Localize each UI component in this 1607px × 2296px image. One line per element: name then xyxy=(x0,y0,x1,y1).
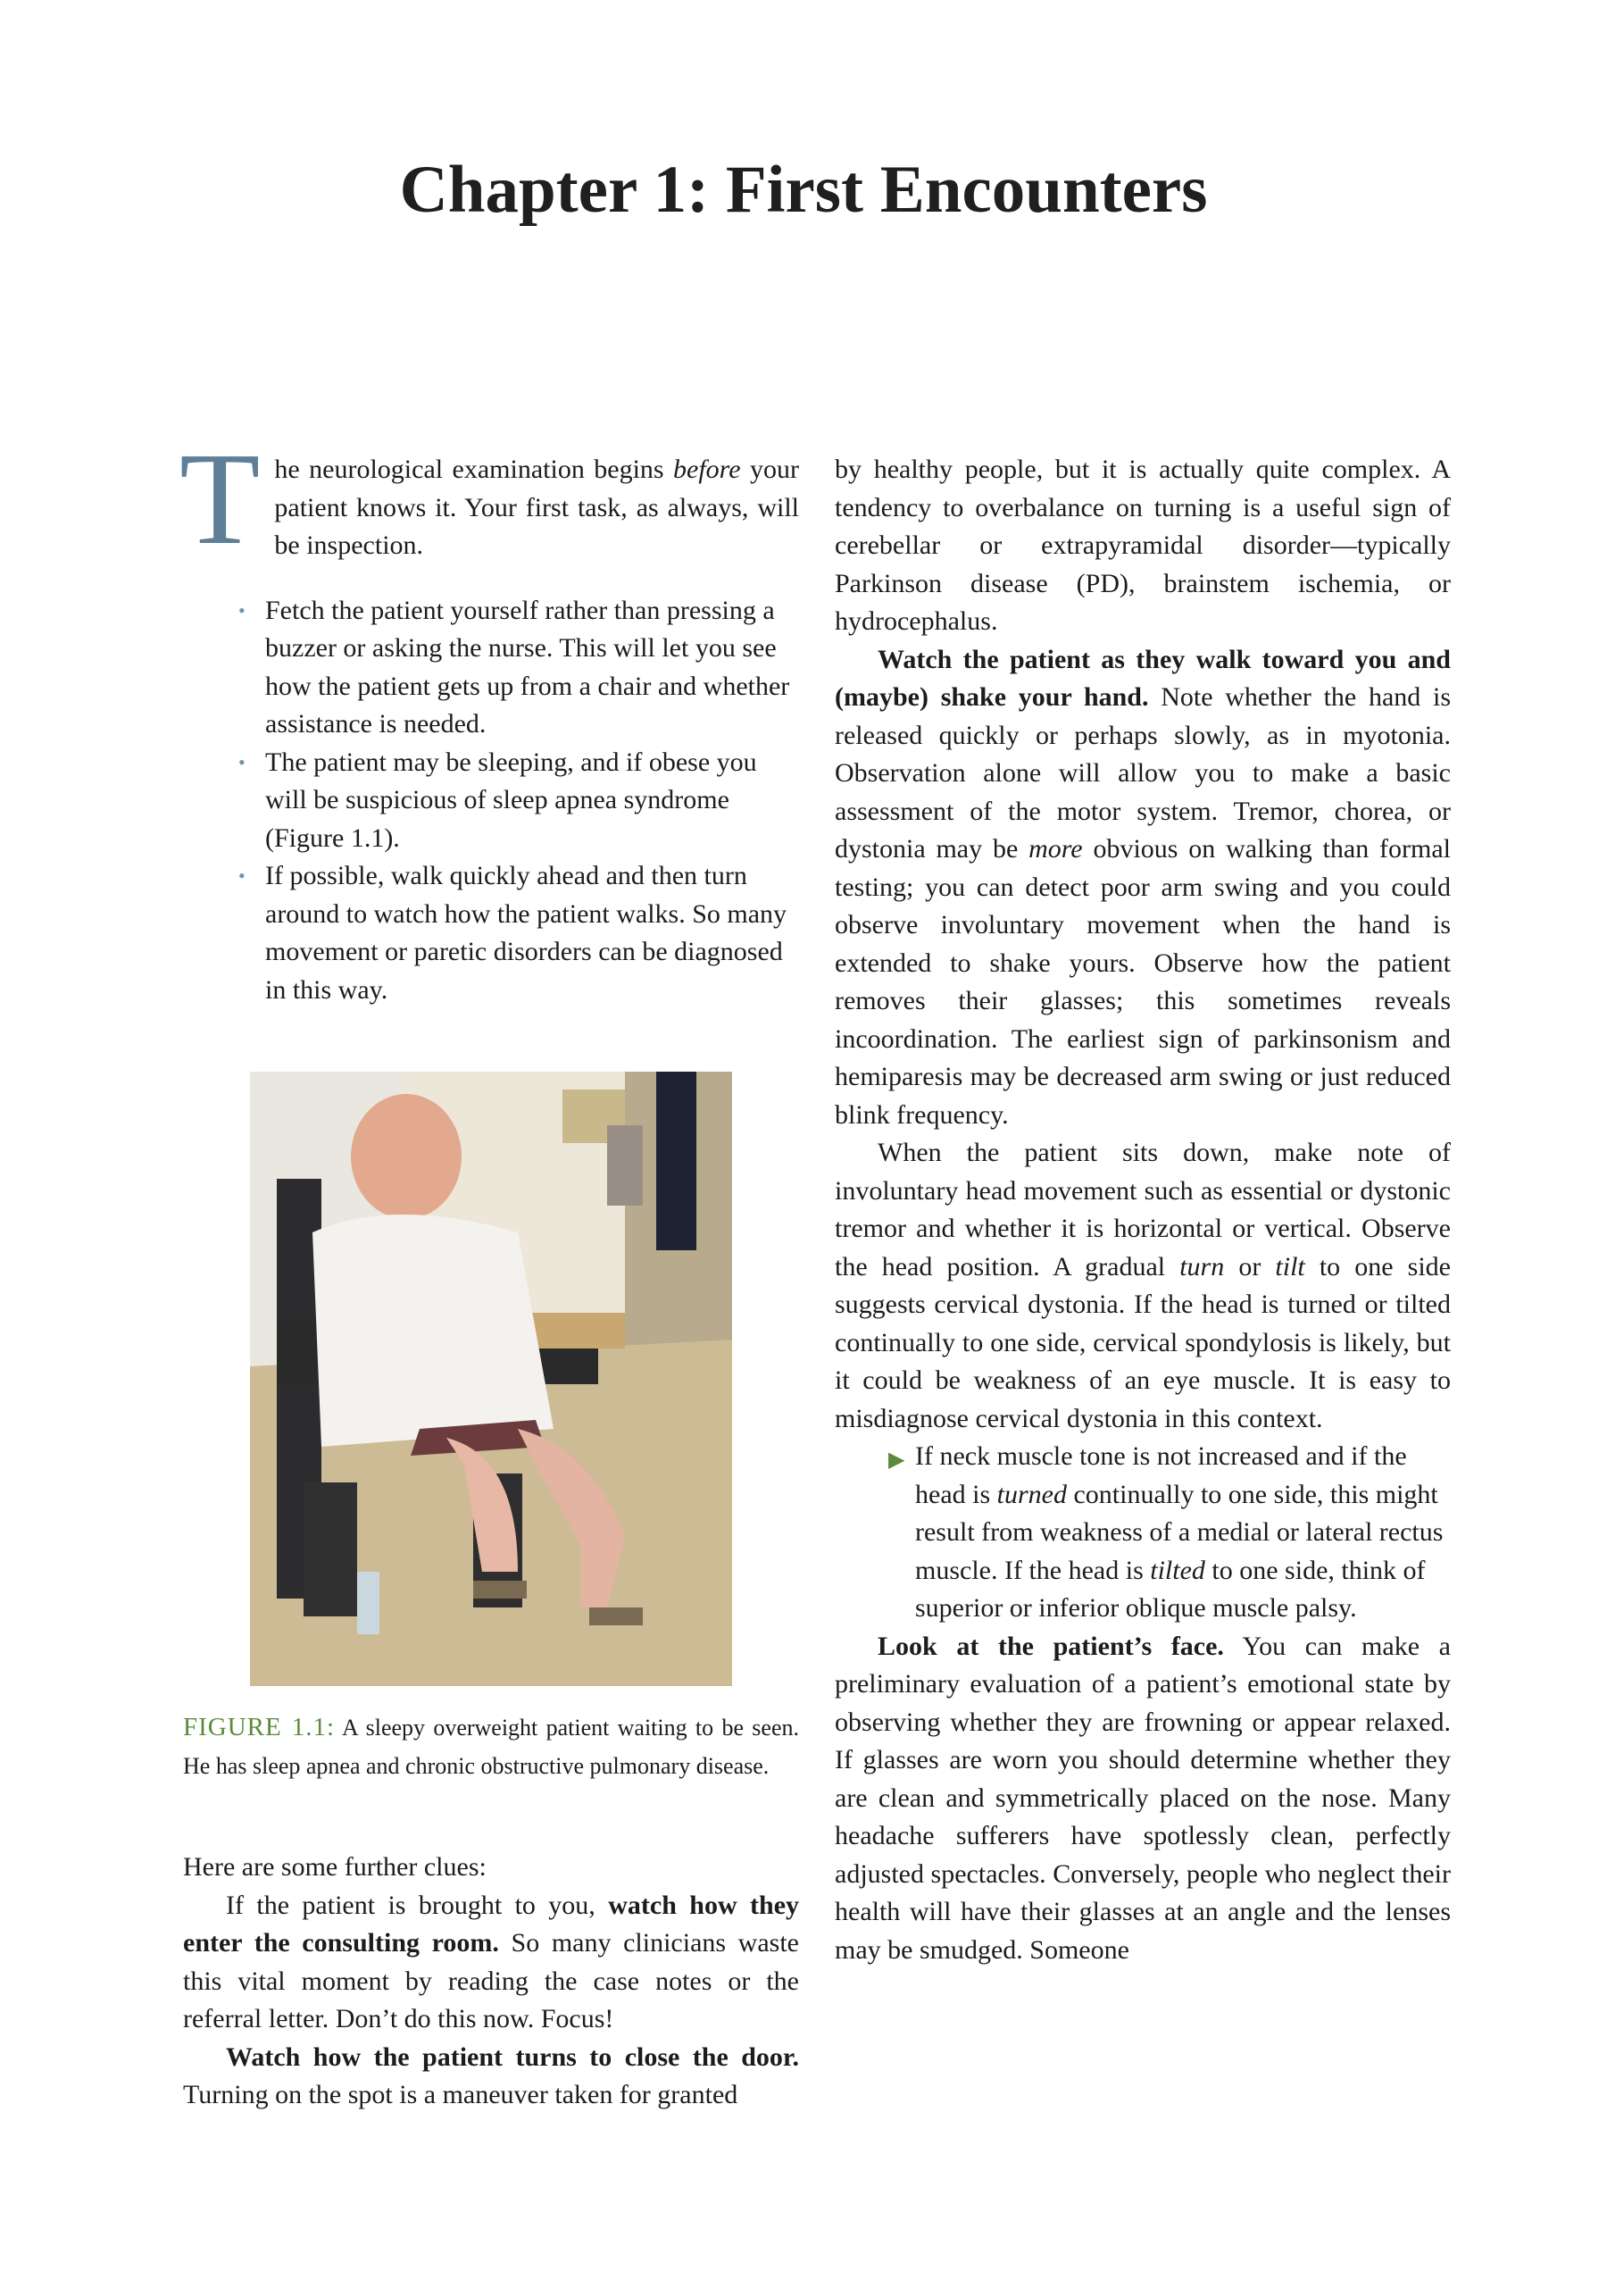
paragraph-bold: Watch the patient as they walk toward you and (maybe) shake your hand. xyxy=(835,644,1451,712)
paragraph-bold: watch how they enter the consulting room. xyxy=(183,1890,800,1958)
intro-text-2: your patient knows it. Your first task, as always, will be inspection. xyxy=(274,455,799,560)
figure-photo xyxy=(250,1072,732,1686)
paragraph xyxy=(835,1134,1451,1438)
bullet-icon: • xyxy=(238,750,246,773)
note-text: continually to one side, this might result from weakness of a medial or lateral rectus muscle. If the head is xyxy=(915,1479,1444,1585)
note-text: If neck muscle tone is not increased and if the head is xyxy=(915,1441,1407,1509)
paragraph-emphasis: more xyxy=(1028,834,1083,864)
drop-cap: T xyxy=(179,426,261,572)
list-item xyxy=(238,744,799,858)
paragraph-text: or xyxy=(1224,1251,1276,1282)
paragraph-bold: Watch how the patient turns to close the door. xyxy=(226,2041,799,2072)
note-emphasis: turned xyxy=(996,1479,1067,1509)
paragraph-text: If the patient is brought to you, xyxy=(226,1890,609,1920)
paragraph-text: So many clinicians waste this vital moment by reading the case notes or the referral letter. Don’t do this now. Focus! xyxy=(183,1928,799,2033)
left-column-bottom xyxy=(183,1849,799,2115)
paragraph xyxy=(835,1628,1451,1970)
paragraph xyxy=(183,1887,799,2039)
left-column-top xyxy=(179,426,799,1009)
sleeping-patient-illustration xyxy=(250,1072,732,1686)
figure-label: FIGURE 1.1: xyxy=(183,1713,336,1741)
paragraph-bold: Look at the patient’s face. xyxy=(878,1631,1224,1661)
figure-caption-text: A sleepy overweight patient waiting to be seen. He has sleep apnea and chronic obstructive pulmonary disease. xyxy=(183,1715,799,1779)
list-item-text: If possible, walk quickly ahead and then turn around to watch how the patient walks. So many movement or paretic disorders can be diagnosed in this way. xyxy=(265,861,787,1005)
paragraph-emphasis: tilt xyxy=(1275,1251,1305,1282)
figure-caption xyxy=(183,1708,799,1785)
note-emphasis: tilted xyxy=(1150,1555,1205,1585)
paragraph-text: Turning on the spot is a maneuver taken for granted xyxy=(183,2080,738,2109)
paragraph-text: When the patient sits down, make note of involuntary head movement such as essential or dystonic tremor and whether it is horizontal or vertical. Observe the head position. A gradual xyxy=(835,1138,1451,1282)
paragraph xyxy=(835,641,1451,1135)
right-column xyxy=(835,451,1451,1969)
paragraph-text: You can make a preliminary evaluation of a patient’s emotional state by observing whether they are frowning or appear relaxed. If glasses are worn you should determine whether they are clean and symmetrically placed on the nose. Many headache sufferers have spotlessly clean, perfectly adjusted spectacles. Conversely, people who neglect their health will have their glasses at an angle and the lenses may be smudged. Someone xyxy=(835,1631,1451,1965)
paragraph-text: to one side suggests cervical dystonia. If the head is turned or tilted continually to one side, cervical spondylosis is likely, but it could be weakness of an eye muscle. It is easy to misdiagnose cervical dystonia in this context. xyxy=(835,1251,1451,1433)
triangle-arrow-icon: ▶ xyxy=(888,1449,905,1472)
list-item xyxy=(238,857,799,1009)
intro-emphasis: before xyxy=(673,455,741,484)
bullet-list xyxy=(183,592,799,1010)
list-item-text: The patient may be sleeping, and if obese you will be suspicious of sleep apnea syndrome (Figure 1.1). xyxy=(265,747,757,853)
bullet-icon: • xyxy=(238,864,246,887)
intro-text: he neurological examination begins xyxy=(274,455,674,484)
arrow-note xyxy=(835,1438,1451,1628)
paragraph: by healthy people, but it is actually quite complex. A tendency to overbalance on turning is a useful sign of cerebellar or extrapyramidal disorder—typically Parkinson disease (PD), brainstem ischemia, or hydrocephalus. xyxy=(835,455,1451,636)
paragraph-text: obvious on walking than formal testing; you can detect poor arm swing and you could observe involuntary movement when the hand is extended to shake yours. Observe how the patient removes their glasses; this sometimes reveals incoordination. The earliest sign of parkinsonism and hemiparesis may be decreased arm swing or just reduced blink frequency. xyxy=(835,834,1451,1130)
list-item-text: Fetch the patient yourself rather than pressing a buzzer or asking the nurse. This will let you see how the patient gets up from a chair and whether assistance is needed. xyxy=(265,595,790,739)
paragraph-emphasis: turn xyxy=(1179,1251,1225,1282)
note-text: to one side, think of superior or inferior oblique muscle palsy. xyxy=(915,1555,1426,1623)
chapter-title: Chapter 1: First Encounters xyxy=(399,153,1208,227)
paragraph xyxy=(183,2039,799,2115)
intro-paragraph xyxy=(179,426,799,572)
paragraph-text: Note whether the hand is released quickly or perhaps slowly, as in myotonia. Observation alone will allow you to make a basic assessment of the motor system. Tremor, chorea, or dystonia may be xyxy=(835,682,1451,864)
bullet-icon: • xyxy=(238,598,246,622)
paragraph: Here are some further clues: xyxy=(183,1852,487,1882)
list-item xyxy=(238,592,799,744)
